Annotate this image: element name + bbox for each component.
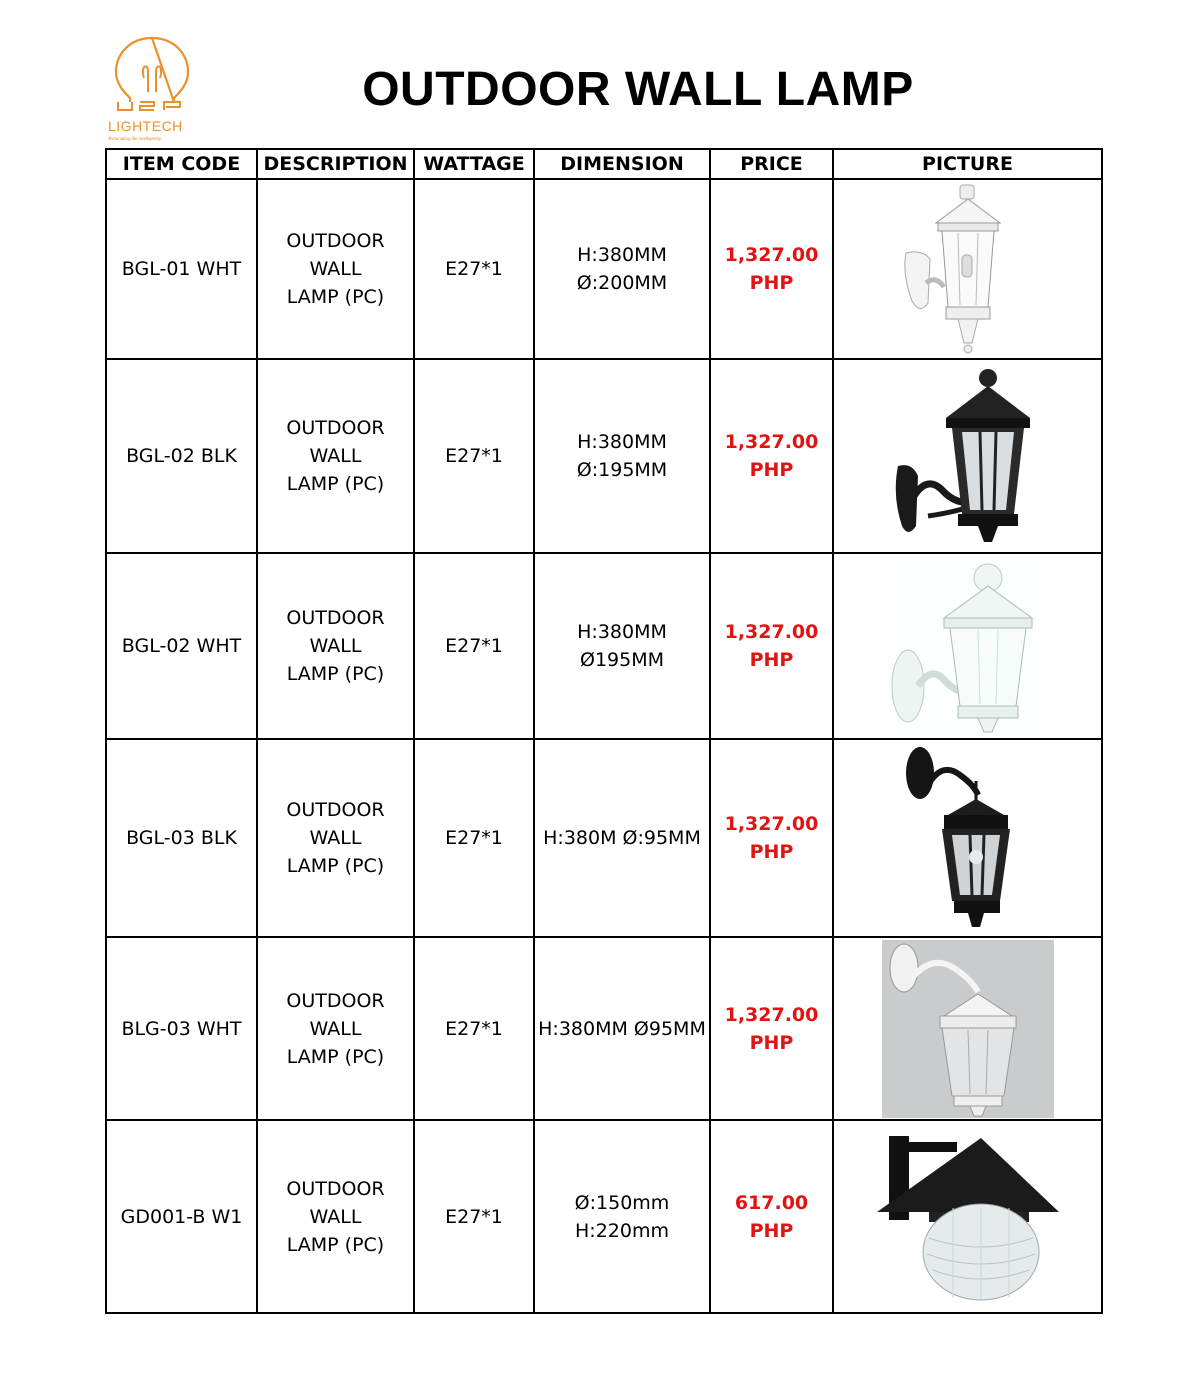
item-price: 1,327.00 PHP	[710, 739, 833, 937]
brand-name: LIGHTECH	[108, 118, 183, 134]
description-line: OUTDOOR WALL	[286, 1177, 385, 1228]
description-line: OUTDOOR WALL	[286, 417, 385, 467]
item-picture	[833, 739, 1102, 937]
description-line: LAMP (PC)	[286, 855, 385, 877]
dimension-line: Ø:200MM	[576, 272, 668, 294]
item-dimension	[534, 359, 710, 553]
description-line: OUTDOOR WALL	[286, 799, 385, 849]
header-item-code: ITEM CODE	[106, 149, 257, 179]
description-line: LAMP (PC)	[286, 1233, 385, 1256]
item-description	[257, 359, 414, 553]
item-dimension	[534, 739, 710, 937]
white-lantern-wall-lamp-icon	[898, 183, 1038, 355]
item-price: 617.00 PHP	[710, 1120, 833, 1313]
item-price: 1,327.00 PHP	[710, 359, 833, 553]
item-code: BGL-03 BLK	[106, 739, 257, 937]
item-price: 1,327.00 PHP	[710, 179, 833, 359]
item-wattage: E27*1	[414, 179, 534, 359]
item-picture	[833, 553, 1102, 739]
table-row	[106, 937, 1102, 1120]
description-line: LAMP (PC)	[286, 286, 385, 308]
white-hanging-lantern-icon	[882, 940, 1054, 1118]
description-line: LAMP (PC)	[286, 1045, 385, 1068]
item-description	[257, 1120, 414, 1313]
header-wattage: WATTAGE	[414, 149, 534, 179]
table-row	[106, 359, 1102, 553]
dimension-line: H:380M Ø:95MM	[543, 827, 701, 849]
item-dimension	[534, 937, 710, 1120]
item-wattage: E27*1	[414, 739, 534, 937]
dimension-line: H:220mm	[575, 1219, 669, 1242]
brand-tagline: illuminating life intelligently	[108, 136, 162, 141]
item-picture	[833, 937, 1102, 1120]
item-dimension	[534, 553, 710, 739]
item-code: BGL-02 WHT	[106, 553, 257, 739]
item-wattage: E27*1	[414, 553, 534, 739]
item-price: 1,327.00 PHP	[710, 553, 833, 739]
description-line: LAMP (PC)	[286, 663, 385, 685]
item-description	[257, 739, 414, 937]
description-line: OUTDOOR WALL	[286, 607, 385, 657]
item-description	[257, 179, 414, 359]
item-price: 1,327.00 PHP	[710, 937, 833, 1120]
dimension-line: H:380MM	[577, 621, 667, 643]
description-line: OUTDOOR WALL	[286, 230, 385, 280]
header-dimension: DIMENSION	[534, 149, 710, 179]
black-cone-globe-wall-lamp-icon	[873, 1128, 1063, 1306]
header-description: DESCRIPTION	[257, 149, 414, 179]
item-code: BLG-03 WHT	[106, 937, 257, 1120]
item-picture	[833, 179, 1102, 359]
table-row	[106, 1120, 1102, 1313]
dimension-line: H:380MM	[577, 244, 667, 266]
black-lantern-wall-lamp-icon	[888, 366, 1048, 546]
dimension-line: Ø195MM	[579, 649, 664, 671]
product-table	[105, 148, 1103, 1314]
header-picture: PICTURE	[833, 149, 1102, 179]
item-dimension	[534, 179, 710, 359]
dimension-line: Ø:195MM	[576, 459, 668, 481]
table-header-row	[106, 149, 1102, 179]
item-code: GD001-B W1	[106, 1120, 257, 1313]
dimension-line: H:380MM Ø95MM	[538, 1017, 706, 1040]
table-row	[106, 553, 1102, 739]
table-row	[106, 739, 1102, 937]
header-price: PRICE	[710, 149, 833, 179]
page-title: OUTDOOR WALL LAMP	[362, 63, 914, 116]
item-code: BGL-02 BLK	[106, 359, 257, 553]
item-wattage: E27*1	[414, 1120, 534, 1313]
black-hanging-lantern-icon	[898, 745, 1038, 931]
dimension-line: H:380MM	[577, 431, 667, 453]
item-picture	[833, 359, 1102, 553]
item-description	[257, 937, 414, 1120]
dimension-line: Ø:150mm	[574, 1191, 670, 1214]
item-wattage: E27*1	[414, 359, 534, 553]
table-row	[106, 179, 1102, 359]
description-line: LAMP (PC)	[286, 473, 385, 495]
item-dimension	[534, 1120, 710, 1313]
item-wattage: E27*1	[414, 937, 534, 1120]
item-code: BGL-01 WHT	[106, 179, 257, 359]
white-lantern-wall-lamp-icon	[888, 556, 1048, 736]
item-picture	[833, 1120, 1102, 1313]
item-description	[257, 553, 414, 739]
description-line: OUTDOOR WALL	[286, 989, 385, 1040]
